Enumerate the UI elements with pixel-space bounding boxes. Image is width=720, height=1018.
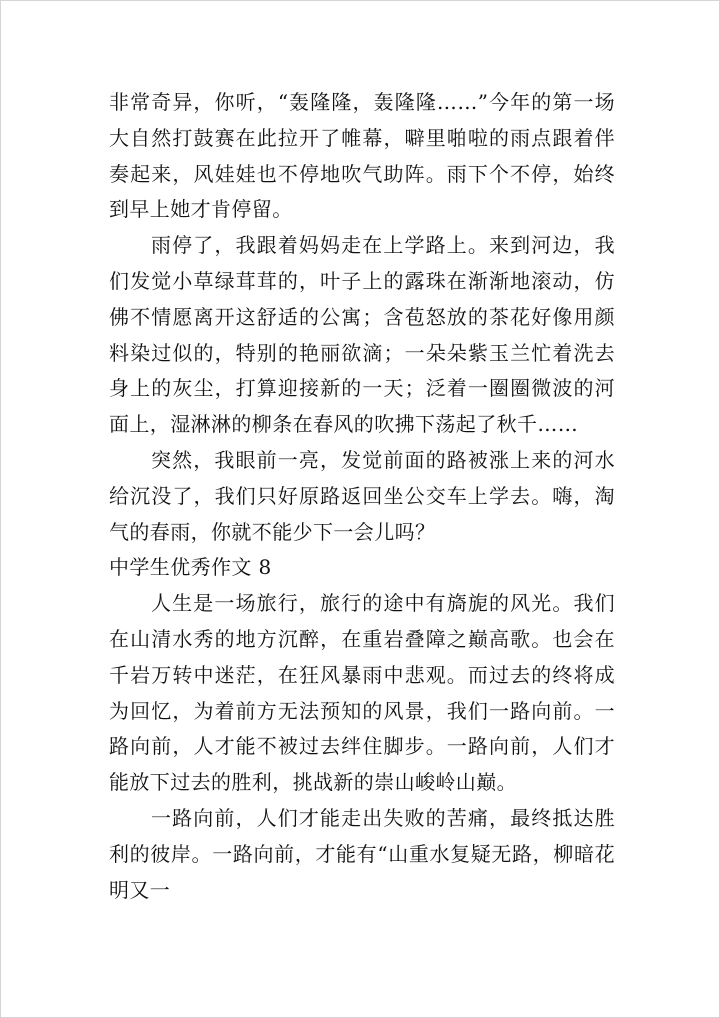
paragraph-moving-forward: 一路向前，人们才能走出失败的苦痛，最终抵达胜利的彼岸。一路向前，才能有“山重水复疑无路，柳暗花明又一 — [109, 805, 615, 902]
essay-heading: 中学生优秀作文 8 — [109, 555, 272, 580]
paragraph-flooded-road: 突然，我眼前一亮，发觉前面的路被涨上来的河水给沉没了，我们只好原路返回坐公交车上学去。嗨，淘气的春雨，你就不能少下一会儿吗？ — [109, 447, 615, 544]
document-body — [109, 85, 615, 908]
paragraph-life-journey: 人生是一场旅行，旅行的途中有旖旎的风光。我们在山清水秀的地方沉醉，在重岩叠障之巅高歌。也会在千岩万转中迷茫，在狂风暴雨中悲观。而过去的终将成为回忆，为着前方无法预知的风景，我们一路向前。一路向前，人才能不被过去绊住脚步。一路向前，人们才能放下过去的胜利，挑战新的崇山峻岭山巅。 — [109, 591, 615, 795]
paragraph-walk-to-school: 雨停了，我跟着妈妈走在上学路上。来到河边，我们发觉小草绿茸茸的，叶子上的露珠在渐渐地滚动，仿佛不情愿离开这舒适的公寓；含苞怒放的茶花好像用颜料染过似的，特别的艳丽欲滴；一朵朵紫玉兰忙着洗去身上的灰尘，打算迎接新的一天；泛着一圈圈微波的河面上，湿淋淋的柳条在春风的吹拂下荡起了秋千…… — [109, 233, 615, 437]
paragraph-thunder: 非常奇异，你听，“轰隆隆，轰隆隆……”今年的第一场大自然打鼓赛在此拉开了帷幕，噼里啪啦的雨点跟着伴奏起来，风娃娃也不停地吹气助阵。雨下个不停，始终到早上她才肯停留。 — [109, 90, 615, 222]
